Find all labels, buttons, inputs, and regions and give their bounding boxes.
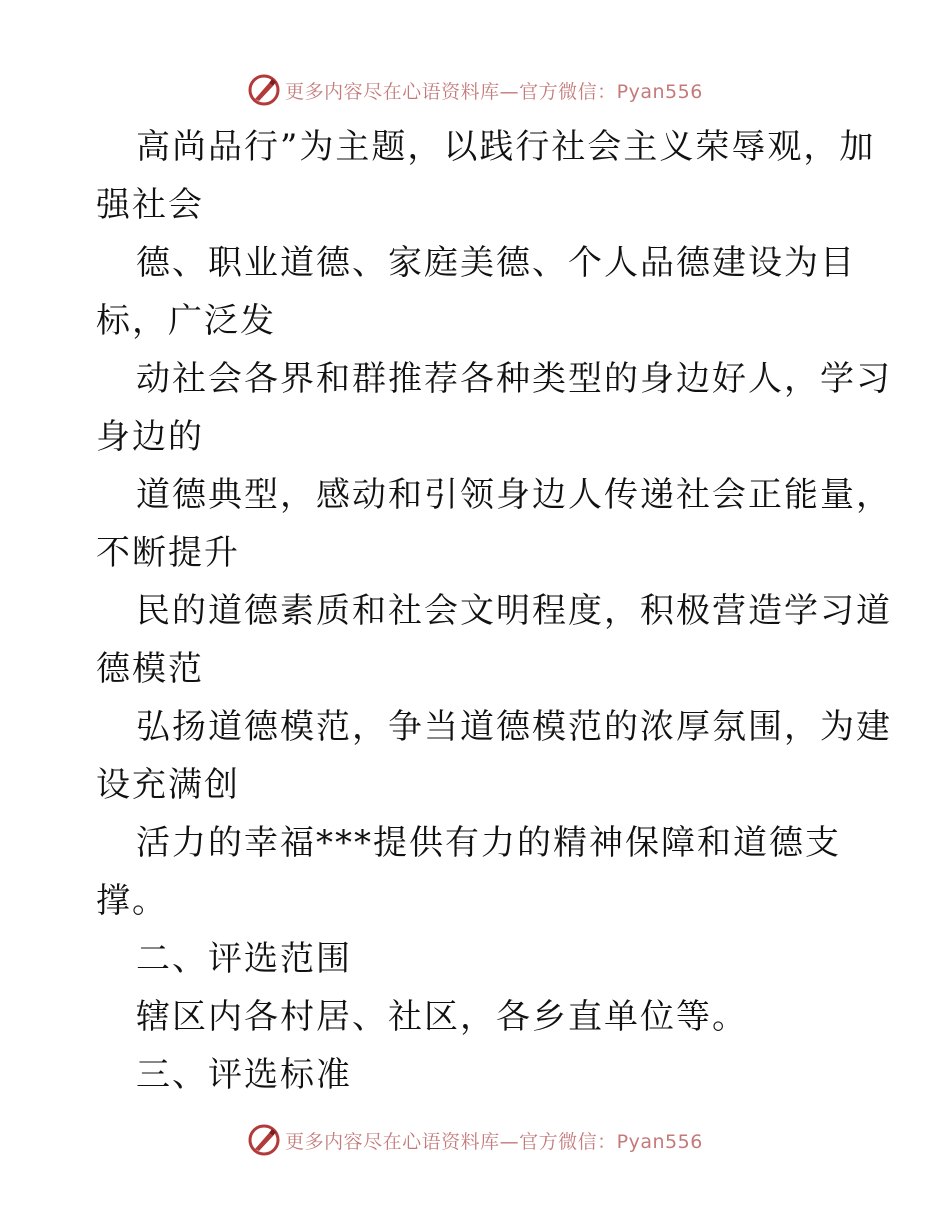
- section-heading: 三、评选标准: [136, 1055, 352, 1095]
- text-line: 民的道德素质和社会文明程度，积极营造学习道: [136, 591, 892, 631]
- text-line: 德模范: [96, 649, 204, 689]
- text-line: 身边的: [96, 417, 204, 457]
- watermark-footer: [0, 1120, 950, 1160]
- text-line: 活力的幸福***提供有力的精神保障和道德支: [136, 823, 841, 863]
- text-line: 不断提升: [96, 533, 240, 573]
- watermark-text: 更多内容尽在心语资料库—官方微信：Pyan556: [285, 80, 703, 103]
- text-line: 撑。: [96, 881, 168, 921]
- text-line: 德、职业道德、家庭美德、个人品德建设为目: [136, 243, 856, 283]
- watermark-header: [0, 70, 950, 110]
- watermark-text: 更多内容尽在心语资料库—官方微信：Pyan556: [285, 1130, 703, 1153]
- text-line: 弘扬道德模范，争当道德模范的浓厚氛围，为建: [136, 707, 892, 747]
- section-heading: 二、评选范围: [136, 939, 352, 979]
- text-line: 高尚品行”为主题，以践行社会主义荣辱观，加: [136, 127, 876, 167]
- text-line: 辖区内各村居、社区，各乡直单位等。: [136, 997, 748, 1037]
- text-line: 道德典型，感动和引领身边人传递社会正能量，: [136, 475, 892, 515]
- text-line: 强社会: [96, 185, 204, 225]
- document-body: [96, 118, 892, 1104]
- text-line: 设充满创: [96, 765, 240, 805]
- text-line: 标，广泛发: [96, 301, 276, 341]
- pen-logo-icon: [247, 73, 281, 107]
- text-line: 动社会各界和群推荐各种类型的身边好人，学习: [136, 359, 892, 399]
- pen-logo-icon: [247, 1123, 281, 1157]
